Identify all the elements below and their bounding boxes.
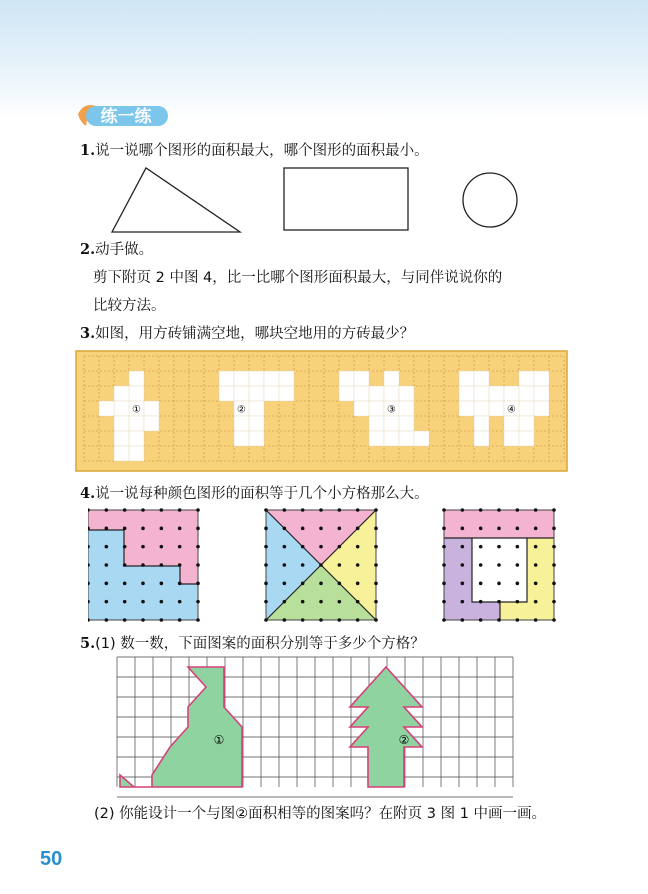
lattice-dot: [552, 582, 556, 586]
lattice-dot: [301, 618, 305, 622]
q4-number: 4.: [80, 485, 96, 502]
lattice-dot: [516, 582, 520, 586]
q2-line-2: 比较方法。: [93, 298, 166, 314]
lattice-dot: [552, 527, 556, 531]
q3-tile: [474, 386, 489, 401]
lattice-dot: [196, 527, 200, 531]
q3-tile: [519, 371, 534, 386]
q2-number: 2.: [80, 241, 96, 258]
lattice-dot: [141, 545, 145, 549]
lattice-dot: [301, 600, 305, 604]
lattice-dot: [497, 582, 501, 586]
lattice-dot: [516, 545, 520, 549]
question-2: [80, 240, 153, 260]
lattice-dot: [338, 508, 342, 512]
lattice-dot: [319, 545, 323, 549]
lattice-dot: [141, 527, 145, 531]
section-title-text: 练一练: [100, 107, 152, 127]
lattice-dot: [461, 582, 465, 586]
lattice-dot: [319, 563, 323, 567]
q1-text: 说一说哪个图形的面积最大，哪个图形的面积最小。: [95, 143, 429, 159]
lattice-dot: [461, 563, 465, 567]
lattice-dot: [374, 600, 378, 604]
lattice-dot: [497, 618, 501, 622]
lattice-dot: [516, 508, 520, 512]
lattice-dot: [105, 600, 109, 604]
q3-tile: [384, 386, 399, 401]
lattice-dot: [442, 508, 446, 512]
q3-tile: [504, 431, 519, 446]
q3-tile: [249, 416, 264, 431]
lattice-dot: [516, 600, 520, 604]
lattice-dot: [105, 508, 109, 512]
lattice-dot: [479, 545, 483, 549]
lattice-dot: [534, 600, 538, 604]
lattice-dot: [196, 545, 200, 549]
lattice-dot: [442, 563, 446, 567]
q3-tile: [354, 371, 369, 386]
q3-tile: [369, 401, 384, 416]
lattice-dot: [264, 618, 268, 622]
lattice-dot: [461, 508, 465, 512]
q1-shapes: [100, 160, 540, 240]
q3-tile: [489, 401, 504, 416]
lattice-dot: [160, 618, 164, 622]
q3-tile: [129, 446, 144, 461]
lattice-dot: [160, 527, 164, 531]
q3-tile: [264, 371, 279, 386]
q3-tile: [339, 371, 354, 386]
lattice-dot: [141, 618, 145, 622]
q3-tile: [129, 386, 144, 401]
q3-tile: [129, 371, 144, 386]
lattice-dot: [442, 582, 446, 586]
lattice-dot: [374, 582, 378, 586]
q5-figure-2-tree: [350, 667, 422, 787]
lattice-dot: [283, 600, 287, 604]
q3-tile: [99, 401, 114, 416]
lattice-dot: [338, 527, 342, 531]
lattice-dot: [123, 600, 127, 604]
q3-tile: [459, 386, 474, 401]
lattice-dot: [301, 563, 305, 567]
q3-tile: [114, 401, 129, 416]
lattice-dot: [338, 582, 342, 586]
circle-shape: [463, 173, 517, 227]
lattice-dot: [196, 600, 200, 604]
q4c-pink-region: [444, 510, 554, 538]
lattice-dot: [123, 582, 127, 586]
lattice-dot: [356, 545, 360, 549]
lattice-dot: [160, 545, 164, 549]
lattice-dot: [534, 618, 538, 622]
lattice-dot: [534, 527, 538, 531]
lattice-dot: [283, 563, 287, 567]
lattice-dot: [301, 545, 305, 549]
lattice-dot: [479, 600, 483, 604]
lattice-dot: [374, 563, 378, 567]
lattice-dot: [264, 600, 268, 604]
lattice-dot: [141, 582, 145, 586]
lattice-dot: [160, 563, 164, 567]
lattice-dot: [516, 527, 520, 531]
lattice-dot: [442, 527, 446, 531]
q3-tile: [474, 431, 489, 446]
lattice-dot: [479, 527, 483, 531]
q3-tile: [519, 401, 534, 416]
lattice-dot: [319, 600, 323, 604]
lattice-dot: [442, 600, 446, 604]
q3-tile: [474, 416, 489, 431]
lattice-dot: [123, 545, 127, 549]
lattice-dot: [534, 582, 538, 586]
q5-label-1: ①: [213, 733, 225, 747]
lattice-dot: [552, 600, 556, 604]
lattice-dot: [356, 508, 360, 512]
lattice-dot: [105, 545, 109, 549]
lattice-dot: [356, 582, 360, 586]
q3-plot-label: ③: [387, 404, 396, 416]
q3-tile: [474, 371, 489, 386]
lattice-dot: [534, 508, 538, 512]
q4-color-figures: [88, 508, 568, 624]
question-5: [80, 634, 425, 654]
question-4: [80, 484, 429, 504]
q3-tile: [519, 416, 534, 431]
lattice-dot: [461, 600, 465, 604]
q3-tile: [399, 386, 414, 401]
q5-figure-1-rabbit: [120, 667, 242, 787]
q3-tile: [249, 371, 264, 386]
lattice-dot: [178, 618, 182, 622]
lattice-dot: [178, 527, 182, 531]
question-1: [80, 141, 429, 161]
lattice-dot: [105, 527, 109, 531]
q3-tile: [144, 401, 159, 416]
lattice-dot: [301, 527, 305, 531]
q3-tile: [249, 431, 264, 446]
q3-tile: [504, 416, 519, 431]
q1-number: 1.: [80, 142, 96, 159]
lattice-dot: [301, 582, 305, 586]
lattice-dot: [516, 563, 520, 567]
lattice-dot: [264, 527, 268, 531]
lattice-dot: [160, 582, 164, 586]
q5-square-grid: [116, 656, 536, 798]
q3-tile: [384, 371, 399, 386]
lattice-dot: [356, 600, 360, 604]
q3-tile: [114, 416, 129, 431]
q3-tile: [384, 431, 399, 446]
lattice-dot: [105, 618, 109, 622]
lattice-dot: [196, 508, 200, 512]
q3-tile: [249, 401, 264, 416]
lattice-dot: [534, 563, 538, 567]
q3-tile: [519, 431, 534, 446]
q3-tile-grid: [75, 350, 568, 472]
q3-tile: [504, 386, 519, 401]
rectangle-shape: [284, 168, 408, 230]
lattice-dot: [374, 545, 378, 549]
q3-tile: [354, 386, 369, 401]
q3-tile: [114, 386, 129, 401]
section-title-banner: [74, 100, 170, 128]
q3-tile: [219, 386, 234, 401]
q3-tile: [399, 431, 414, 446]
q3-text: 如图，用方砖铺满空地，哪块空地用的方砖最少？: [95, 326, 415, 342]
lattice-dot: [283, 618, 287, 622]
q3-tile: [369, 386, 384, 401]
q3-tile: [414, 431, 429, 446]
q3-tile: [534, 371, 549, 386]
lattice-dot: [338, 600, 342, 604]
lattice-dot: [141, 563, 145, 567]
q3-tile: [234, 371, 249, 386]
lattice-dot: [479, 563, 483, 567]
lattice-dot: [178, 563, 182, 567]
lattice-dot: [374, 527, 378, 531]
lattice-dot: [516, 618, 520, 622]
lattice-dot: [442, 545, 446, 549]
lattice-dot: [461, 545, 465, 549]
lattice-dot: [461, 618, 465, 622]
lattice-dot: [178, 582, 182, 586]
lattice-dot: [196, 618, 200, 622]
lattice-dot: [264, 582, 268, 586]
q3-tile: [459, 371, 474, 386]
q3-tile: [279, 371, 294, 386]
lattice-dot: [264, 545, 268, 549]
lattice-dot: [301, 508, 305, 512]
lattice-dot: [534, 545, 538, 549]
lattice-dot: [196, 582, 200, 586]
q3-tile: [534, 401, 549, 416]
lattice-dot: [479, 618, 483, 622]
lattice-dot: [141, 600, 145, 604]
lattice-dot: [442, 618, 446, 622]
q3-tile: [459, 401, 474, 416]
q3-tile: [399, 401, 414, 416]
q5-label-2: ②: [398, 733, 410, 747]
lattice-dot: [178, 600, 182, 604]
lattice-dot: [319, 582, 323, 586]
q3-tile: [144, 416, 159, 431]
lattice-dot: [319, 527, 323, 531]
q3-tile: [399, 416, 414, 431]
lattice-dot: [338, 545, 342, 549]
lattice-dot: [552, 563, 556, 567]
q3-tile: [234, 431, 249, 446]
lattice-dot: [105, 582, 109, 586]
lattice-dot: [160, 600, 164, 604]
q3-plot-label: ④: [507, 404, 516, 416]
q3-tile: [339, 386, 354, 401]
lattice-dot: [552, 618, 556, 622]
lattice-dot: [356, 618, 360, 622]
q3-plot-label: ②: [237, 404, 246, 416]
lattice-dot: [479, 582, 483, 586]
q5-part-1: (1) 数一数，下面图案的面积分别等于多少个方格？: [95, 636, 425, 652]
q5-part-2: (2) 你能设计一个与图②面积相等的图案吗？在附页 3 图 1 中画一画。: [94, 806, 547, 822]
lattice-dot: [283, 527, 287, 531]
q3-tile: [489, 386, 504, 401]
q2-line-1: 剪下附页 2 中图 4，比一比哪个图形面积最大，与同伴说说你的: [93, 270, 503, 286]
q3-tile: [369, 431, 384, 446]
lattice-dot: [123, 563, 127, 567]
q3-tile: [219, 371, 234, 386]
q3-number: 3.: [80, 325, 96, 342]
q3-tile: [519, 386, 534, 401]
lattice-dot: [105, 563, 109, 567]
lattice-dot: [552, 508, 556, 512]
lattice-dot: [160, 508, 164, 512]
lattice-dot: [552, 545, 556, 549]
q3-tile: [279, 386, 294, 401]
lattice-dot: [178, 545, 182, 549]
q3-tile: [234, 386, 249, 401]
triangle-shape: [112, 168, 240, 232]
q3-tile: [129, 416, 144, 431]
lattice-dot: [319, 618, 323, 622]
lattice-dot: [497, 545, 501, 549]
lattice-dot: [178, 508, 182, 512]
lattice-dot: [141, 508, 145, 512]
question-3: [80, 324, 414, 344]
lattice-dot: [338, 618, 342, 622]
q3-tile: [369, 416, 384, 431]
lattice-dot: [497, 563, 501, 567]
q3-tile: [114, 446, 129, 461]
q2-text: 动手做。: [95, 242, 154, 258]
q3-tile: [264, 386, 279, 401]
lattice-dot: [338, 563, 342, 567]
q3-tile: [474, 401, 489, 416]
lattice-dot: [123, 527, 127, 531]
page-number: 50: [40, 848, 63, 870]
q3-tile: [384, 416, 399, 431]
lattice-dot: [283, 582, 287, 586]
lattice-dot: [356, 527, 360, 531]
lattice-dot: [283, 508, 287, 512]
q3-tile: [234, 416, 249, 431]
lattice-dot: [264, 563, 268, 567]
lattice-dot: [374, 618, 378, 622]
lattice-dot: [123, 618, 127, 622]
q3-tile: [534, 386, 549, 401]
lattice-dot: [497, 600, 501, 604]
lattice-dot: [283, 545, 287, 549]
lattice-dot: [356, 563, 360, 567]
q3-plot-label: ①: [132, 404, 141, 416]
q3-tile: [354, 401, 369, 416]
lattice-dot: [264, 508, 268, 512]
lattice-dot: [497, 527, 501, 531]
q5-number: 5.: [80, 635, 96, 652]
lattice-dot: [123, 508, 127, 512]
lattice-dot: [374, 508, 378, 512]
lattice-dot: [319, 508, 323, 512]
lattice-dot: [497, 508, 501, 512]
lattice-dot: [196, 563, 200, 567]
lattice-dot: [479, 508, 483, 512]
lattice-dot: [461, 527, 465, 531]
q3-tile: [249, 386, 264, 401]
q3-tile: [114, 431, 129, 446]
q4-text: 说一说每种颜色图形的面积等于几个小方格那么大。: [95, 486, 429, 502]
q3-tile: [129, 431, 144, 446]
